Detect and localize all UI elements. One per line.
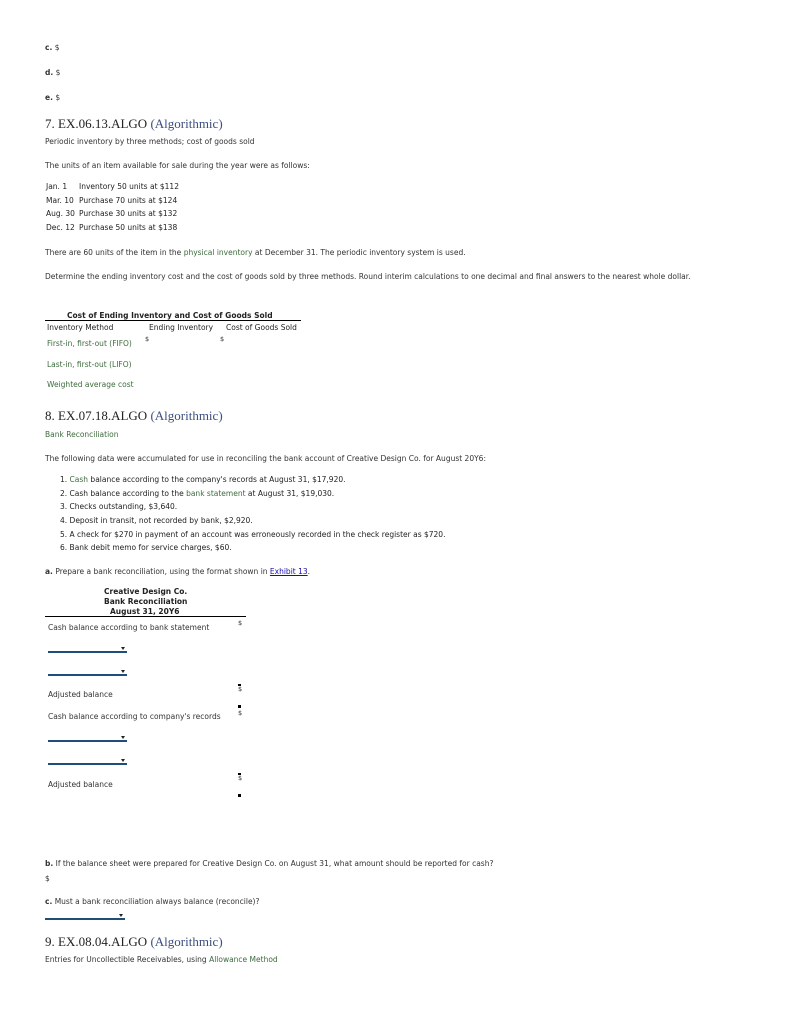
chevron-down-icon (119, 914, 123, 917)
list-item: Aug. 30 Purchase 30 units at $132 (46, 209, 178, 218)
part-a-prompt: a. Prepare a bank reconciliation, using the format shown in Exhibit 13. (45, 567, 311, 576)
question-8-title: 8. EX.07.18.ALGO (Algorithmic) (45, 408, 223, 423)
question-8-intro: The following data were accumulated for use in reconciling the bank account of Creative Design Co. for August 20Y6: (45, 454, 486, 463)
question-9-subtitle: Entries for Uncollectible Receivables, using Allowance Method (45, 955, 278, 964)
table-rule (45, 320, 301, 321)
chevron-down-icon (121, 759, 125, 762)
bank-adjustment-select-2[interactable] (48, 668, 127, 676)
list-item: 2. Cash balance according to the bank statement at August 31, $19,030. (60, 489, 335, 498)
cash-link[interactable]: Cash (69, 475, 89, 484)
part-c-select[interactable] (45, 912, 125, 920)
question-7-subtitle: Periodic inventory by three methods; cost of goods sold (45, 137, 255, 146)
list-item: 4. Deposit in transit, not recorded by bank, $2,920. (60, 516, 253, 525)
list-item: 1. Cash balance according to the company's records at August 31, $17,920. (60, 475, 346, 484)
question-7-intro: The units of an item available for sale during the year were as follows: (45, 161, 310, 170)
company-adjustment-select-2[interactable] (48, 757, 127, 765)
list-item: 6. Bank debit memo for service charges, $60. (60, 543, 232, 552)
fifo-cogs-dollar: $ (220, 335, 225, 343)
adjusted-balance-2-dollar: $ (238, 774, 243, 782)
row-label-weighted-average: Weighted average cost (47, 380, 134, 389)
list-item: 5. A check for $270 in payment of an account was erroneously recorded in the check register as $720. (60, 530, 446, 539)
company-adjustment-select-1[interactable] (48, 734, 127, 742)
column-header-method: Inventory Method (47, 323, 114, 332)
bank-balance-label: Cash balance according to bank statement (48, 623, 210, 632)
recon-company: Creative Design Co. (104, 587, 188, 596)
answer-c: c. $ (45, 43, 60, 52)
adjusted-balance-1-dollar: $ (238, 685, 243, 693)
inventory-table-title: Cost of Ending Inventory and Cost of Goods Sold (67, 311, 273, 320)
chevron-down-icon (121, 736, 125, 739)
recon-rule (45, 616, 246, 617)
column-header-cogs: Cost of Goods Sold (226, 323, 297, 332)
adjusted-balance-1-label: Adjusted balance (48, 690, 113, 699)
allowance-method-link[interactable]: Allowance Method (209, 955, 278, 964)
answer-e: e. $ (45, 93, 61, 102)
recon-heading: Bank Reconciliation (104, 597, 188, 606)
question-7-instruction: Determine the ending inventory cost and the cost of goods sold by three methods. Round interim calculations to one decimal and final answers to the nearest whole dollar. (45, 272, 691, 281)
row-label-lifo: Last-in, first-out (LIFO) (47, 360, 132, 369)
part-b-prompt: b. If the balance sheet were prepared for Creative Design Co. on August 31, what amount should be reported for cash? (45, 859, 494, 868)
part-b-dollar: $ (45, 874, 50, 883)
part-c-prompt: c. Must a bank reconciliation always balance (reconcile)? (45, 897, 260, 906)
list-item: Mar. 10 Purchase 70 units at $124 (46, 196, 178, 205)
bank-balance-dollar: $ (238, 619, 243, 627)
chevron-down-icon (121, 647, 125, 650)
bank-adjustment-select-1[interactable] (48, 645, 127, 653)
adjusted-balance-2-label: Adjusted balance (48, 780, 113, 789)
question-7-note: There are 60 units of the item in the physical inventory at December 31. The periodic inventory system is used. (45, 248, 466, 257)
recon-date: August 31, 20Y6 (110, 607, 180, 616)
question-9-title: 9. EX.08.04.ALGO (Algorithmic) (45, 934, 223, 949)
row-label-fifo: First-in, first-out (FIFO) (47, 339, 132, 348)
physical-inventory-link[interactable]: physical inventory (183, 248, 253, 257)
answer-d: d. $ (45, 68, 61, 77)
double-rule (238, 705, 241, 708)
list-item: Dec. 12 Purchase 50 units at $138 (46, 223, 178, 232)
list-item: 3. Checks outstanding, $3,640. (60, 502, 178, 511)
column-header-ending-inventory: Ending Inventory (149, 323, 214, 332)
chevron-down-icon (121, 670, 125, 673)
double-rule (238, 794, 241, 797)
question-7-title: 7. EX.06.13.ALGO (Algorithmic) (45, 116, 223, 131)
fifo-ending-dollar: $ (145, 335, 150, 343)
bank-statement-link[interactable]: bank statement (186, 489, 246, 498)
list-item: Jan. 1 Inventory 50 units at $112 (46, 182, 179, 191)
company-balance-dollar: $ (238, 709, 243, 717)
exhibit-13-link[interactable]: Exhibit 13 (269, 567, 308, 576)
question-8-subtitle: Bank Reconciliation (45, 430, 119, 439)
company-balance-label: Cash balance according to company's records (48, 712, 221, 721)
